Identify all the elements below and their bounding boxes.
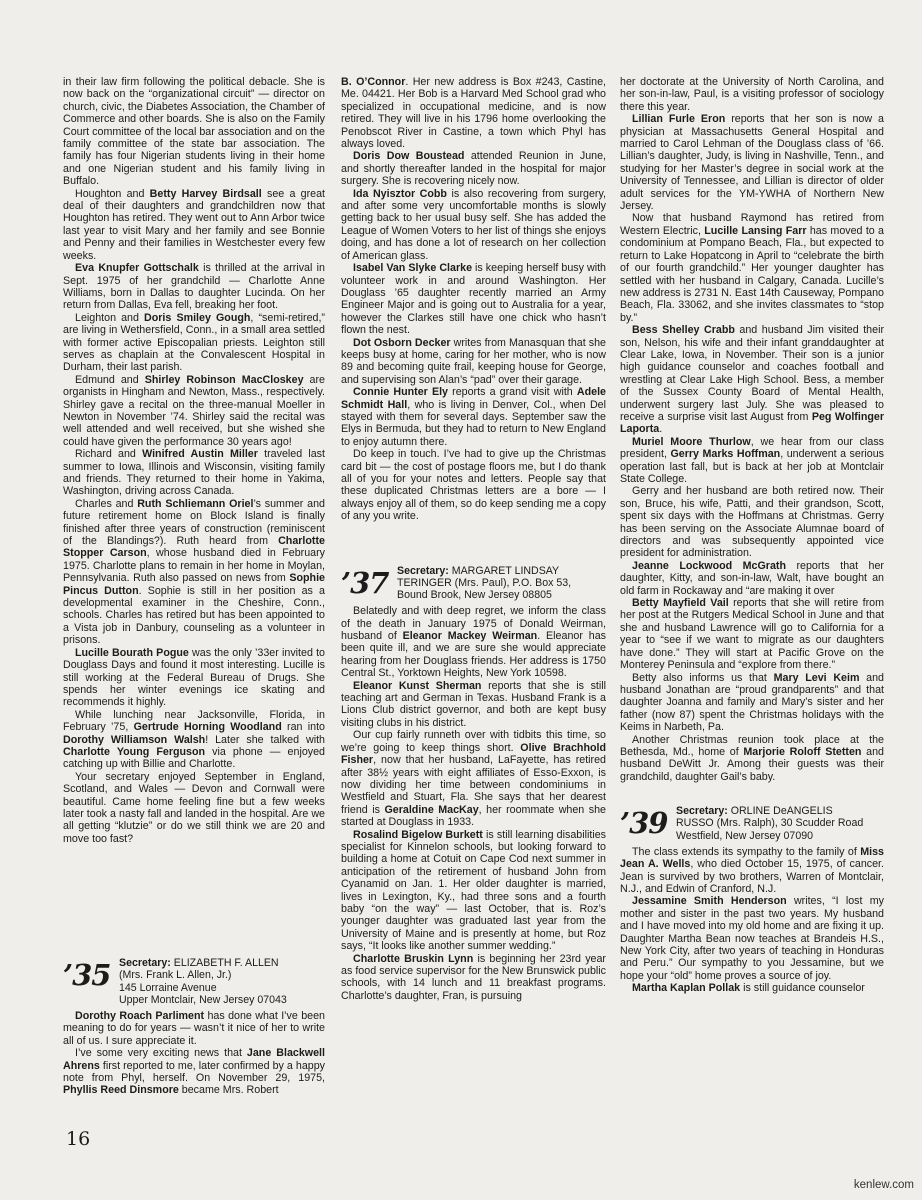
class-of-37-header bbox=[341, 565, 606, 602]
paragraph: Do keep in touch. I’ve had to give up the Christmas card bit — the cost of postage floors me, but I do thank all of you for your notes and letters. People say that these duplicated Christmas letters are a bore — I always enjoy all of them, so do keep sending me a copy of any you write. bbox=[341, 448, 606, 523]
class-year: ’35 bbox=[63, 958, 111, 993]
classmate-name: Gerry Marks Hoffman bbox=[670, 448, 781, 461]
paragraph: Gerry and her husband are both retired now. Their son, Bruce, his wife, Patti, and their grandson, Scott, spent six days with the Hoffmans at Christmas. Gerry has been serving on the Associate Alumnae board of directors and was subsequently appointed vice president for administration. bbox=[620, 485, 884, 560]
paragraph: Bess Shelley Crabb and husband Jim visited their son, Nelson, his wife and their infant granddaughter at Clear Lake, Iowa, in November. Their son is a junior high guidance counselor and coaches football and wrestling at Clear Lake High School. Bess, a member of the Sussex County Board of Mental Health, underwent surgery last July. She was pleased to receive a surprise visit last August from Peg Wolfinger Laporta. bbox=[620, 324, 885, 436]
paragraph: Jeanne Lockwood McGrath reports that her daughter, Kitty, and son-in-law, Walt, have bought an old farm in Rockaway and “are making it over bbox=[620, 559, 884, 597]
classmate-name: Adele Schmidt Hall bbox=[341, 386, 606, 411]
class-of-35-header bbox=[63, 957, 325, 1006]
secretary-info bbox=[119, 957, 287, 1006]
paragraph: Isabel Van Slyke Clarke is keeping herself busy with volunteer work in and around Washington. Her Douglass ’65 daughter recently married an Army Engineer Major and is going out to Australia for a year, however the Clarkes still have one chick who hasn’t flown the nest. bbox=[341, 262, 606, 337]
paragraph: While lunching near Jacksonville, Florida, in February ’75, Gertrude Horning Woodland ran into Dorothy Williamson Walsh! Later she talked with Charlotte Young Ferguson via phone — enjoyed catching up with Billie and Charlotte. bbox=[63, 708, 326, 771]
paragraph: Dot Osborn Decker writes from Manasquan that she keeps busy at home, caring for her mother, who is now 89 and becoming quite frail, keeping house for George, and supervising son Alan’s “pad” over their garage. bbox=[341, 336, 606, 386]
classmate-name: Dot Osborn Decker bbox=[353, 336, 451, 349]
secretary-label: Secretary: bbox=[119, 957, 174, 970]
classmate-name: Mary Levi Keim bbox=[773, 671, 860, 684]
paragraph: Our cup fairly runneth over with tidbits this time, so we’re going to keep things short. Olive Brachhold Fisher, now that her husband, LaFayette, has retired after 38½ years with eight affiliates of Esso-Exxon, is now dividing her time between condominiums in Westfield and Stuart, Fla. She says that her dearest friend is Geraldine MacKay, her roommate when she started at Douglass in 1933. bbox=[341, 729, 606, 829]
site-watermark: kenlew.com bbox=[853, 1179, 914, 1191]
classmate-name: Charlotte Bruskin Lynn bbox=[353, 952, 474, 965]
classmate-name: Eleanor Kunst Sherman bbox=[353, 679, 482, 692]
classmate-name: Jeanne Lockwood McGrath bbox=[632, 559, 786, 572]
paragraph: Houghton and Betty Harvey Birdsall see a great deal of their daughters and grandchildren now that Houghton has retired. They went out to Ann Arbor twice last year to visit Mary and her family and see Bonnie and Penny and their families in Westchester every few weeks. bbox=[63, 187, 325, 262]
classmate-name: Jane Blackwell Ahrens bbox=[63, 1047, 325, 1072]
column-2 bbox=[341, 76, 606, 1002]
classmate-name: Connie Hunter Ely bbox=[353, 386, 449, 399]
paragraph: Betty Mayfield Vail reports that she will retire from her post at the Rutgers Medical School in June and that she and husband Lawrence will go to California for a year to “see if we want to migrate as our daughters have done.” They will start at Pacific Grove on the Monterey Peninsula and “explore from there.” bbox=[620, 597, 885, 672]
paragraph: Another Christmas reunion took place at the Bethesda, Md., home of Marjorie Roloff Stetten and husband DeWitt Jr. Among their guests was their grandchild, daughter Gail’s baby. bbox=[620, 733, 884, 783]
classmate-name: Geraldine MacKay bbox=[384, 803, 479, 816]
classmate-name: Sophie Pincus Dutton bbox=[63, 572, 325, 597]
class-year: ’39 bbox=[620, 806, 668, 841]
classmate-name: Eleanor Mackey Weirman bbox=[402, 630, 538, 643]
column-1 bbox=[63, 76, 325, 1097]
classmate-name: Shirley Robinson MacCloskey bbox=[144, 373, 304, 386]
classmate-name: Ruth Schliemann Oriel bbox=[137, 497, 254, 510]
classmate-name: B. O’Connor bbox=[341, 76, 406, 88]
paragraph: her doctorate at the University of North Carolina, and her son-in-law, Paul, is a visiting professor of sociology there this year. bbox=[620, 76, 884, 113]
classmate-name: Isabel Van Slyke Clarke bbox=[353, 262, 473, 275]
secretary-name: ELIZABETH F. ALLEN bbox=[173, 957, 279, 970]
secretary-name: MARGARET LINDSAY bbox=[451, 564, 560, 577]
classmate-name: Lucille Bourath Pogue bbox=[75, 646, 189, 659]
secretary-address: Upper Montclair, New Jersey 07043 bbox=[119, 993, 287, 1006]
classmate-name: Winifred Austin Miller bbox=[142, 448, 258, 461]
paragraph: Leighton and Doris Smiley Gough, “semi-retired,” are living in Wethersfield, Conn., in a small area settled with former active Episcopalian priests. Leighton still serves as chaplain at the Convalescent Hospital in Durham, their last parish. bbox=[63, 311, 325, 374]
paragraph: Ida Nyisztor Cobb is also recovering from surgery, and after some very uncomfortable months is slowly getting back to her usual busy self. She has added the League of Women Voters to her list of things she enjoys doing, and has done a lot of research on her collection of American glass. bbox=[341, 187, 606, 262]
secretary-address: (Mrs. Frank L. Allen, Jr.) bbox=[119, 969, 232, 982]
classmate-name: Muriel Moore Thurlow bbox=[632, 435, 751, 448]
class-of-39-header bbox=[620, 805, 884, 842]
paragraph: B. O’Connor. Her new address is Box #243, Castine, Me. 04421. Her Bob is a Harvard Med School grad who specialized in occupational medicine, and is now retired. They will live in his 1796 home overlooking the Penobscot River in Castine, a town which Phyl has always loved. bbox=[341, 76, 606, 151]
secretary-address: Bound Brook, New Jersey 08805 bbox=[397, 589, 552, 602]
secretary-address: RUSSO (Mrs. Ralph), 30 Scudder Road bbox=[676, 817, 864, 830]
paragraph: Now that husband Raymond has retired from Western Electric, Lucille Lansing Farr has moved to a condominium at Pompano Beach, Fla., but expected to return to Lake Hopatcong in April to “celebrate the birth of our fourth grandchild.” Her younger daughter has settled with her husband in Calgary, Canada. Lucille’s new address is 2731 N. East 14th Causeway, Pompano Beach, Fla. 33062, and she invites classmates to “stop by.” bbox=[620, 212, 884, 324]
paragraph: Martha Kaplan Pollak is still guidance counselor bbox=[632, 982, 865, 995]
paragraph: Doris Dow Boustead attended Reunion in June, and shortly thereafter landed in the hospital for major surgery. She is recovering nicely now. bbox=[341, 150, 606, 188]
classmate-name: Betty Mayfield Vail bbox=[632, 597, 729, 610]
page-number: 16 bbox=[66, 1128, 91, 1150]
classmate-name: Doris Smiley Gough bbox=[144, 311, 251, 324]
classmate-name: Marjorie Roloff Stetten bbox=[743, 745, 862, 758]
paragraph: Charlotte Bruskin Lynn is beginning her 23rd year as food service supervisor for the New Brunswick public schools, with 14 lunch and 11 breakfast programs. Charlotte’s daughter, Fran, is pursuing bbox=[341, 952, 606, 1002]
secretary-label: Secretary: bbox=[397, 564, 452, 577]
classmate-name: Rosalind Bigelow Burkett bbox=[353, 828, 483, 841]
paragraph: The class extends its sympathy to the family of Miss Jean A. Wells, who died October 15, 1975, of cancer. Jean is survived by two brothers, Warren of Montclair, N.J., and Edwin of Cranford, N.J. bbox=[620, 845, 884, 895]
secretary-info bbox=[676, 805, 863, 842]
classmate-name: Eva Knupfer Gottschalk bbox=[75, 262, 199, 275]
paragraph: Edmund and Shirley Robinson MacCloskey are organists in Hingham and Newton, Mass., respectively. Shirley gave a recital on the three-manual Moeller in Newton in November ’74. Shirley said the recital was well attended and well received, but she wished she could have given the performance 30 years ago! bbox=[63, 373, 326, 448]
classmate-name: Martha Kaplan Pollak bbox=[632, 982, 741, 995]
paragraph: Rosalind Bigelow Burkett is still learning disabilities specialist for Kinnelon schools, but looking forward to building a home at Cotuit on Cape Cod next summer in anticipation of the retirement of husband John from Cyanamid on Jan. 1. Her older daughter is married, lives in Lexington, Ky., had three sons and a fourth baby “on the way” — last October, that is. Roz’s younger daughter was graduated last year from the University of Maine and is presently at home, but Roz says, “It looks like another summer wedding.” bbox=[341, 828, 606, 953]
classmate-name: Dorothy Roach Parliment bbox=[75, 1010, 205, 1022]
paragraph: Richard and Winifred Austin Miller traveled last summer to Iowa, Illinois and Wisconsin, visiting family and friends. They returned to their home in Yakima, Washington, driving across Canada. bbox=[63, 448, 325, 498]
classmate-name: Gertrude Horning Woodland bbox=[133, 721, 282, 734]
paragraph: Eva Knupfer Gottschalk is thrilled at the arrival in Sept. 1975 of her grandchild — Charlotte Anne Williams, born in Dallas to daughter Lucinda. On her return from Dallas, Eva fell, breaking her foot. bbox=[63, 262, 325, 312]
paragraph: Belatedly and with deep regret, we inform the class of the death in January 1975 of Donald Weirman, husband of Eleanor Mackey Weirman. Eleanor has been quite ill, and we are sure she would appreciate hearing from her Douglass friends. Her address is 1750 Central St., Yorktown Heights, New York 10598. bbox=[341, 605, 606, 680]
paragraph: in their law firm following the political debacle. She is now back on the “organizational circuit” — director on church, civic, the Diabetes Association, the Chamber of Commerce and other boards. She is also on the Family Court committee of the local bar association and on the family committee of the state bar association. The family has four Nigerian students living in their home and one Nigerian student and his family living in Buffalo. bbox=[63, 76, 325, 188]
classmate-name: Lillian Furle Eron bbox=[632, 113, 726, 126]
classmate-name: Jessamine Smith Henderson bbox=[632, 895, 787, 908]
classmate-name: Bess Shelley Crabb bbox=[632, 324, 735, 337]
paragraph: Charles and Ruth Schliemann Oriel’s summer and future retirement home on Block Island is finally finished after three years of construction (reminiscent of the Blandings?). Ruth heard from Charlotte Stopper Carson, whose husband died in February 1975. Charlotte plans to remain in her home in Moylan, Pennsylvania. Ruth also passed on news from Sophie Pincus Dutton. Sophie is still in her position as a developmental examiner in the Cheshire, Conn., schools. Charles has retired but has been appointed to a Vista job in Danbury, counseling as a volunteer in prisons. bbox=[63, 497, 325, 647]
secretary-address: TERINGER (Mrs. Paul), P.O. Box 53, bbox=[397, 576, 572, 589]
classmate-name: Lucille Lansing Farr bbox=[704, 224, 807, 237]
class-year: ’37 bbox=[341, 565, 389, 600]
secretary-name: ORLINE DeANGELIS bbox=[730, 805, 833, 818]
classmate-name: Phyllis Reed Dinsmore bbox=[63, 1084, 179, 1097]
classmate-name: Charlotte Young Ferguson bbox=[63, 745, 206, 758]
paragraph: Lucille Bourath Pogue was the only ’33er invited to Douglass Days and found it most interesting. Lucille is still working at the Federal Bureau of Drugs. She spends her winter evenings ice skating and recommends it highly. bbox=[63, 646, 325, 709]
classmate-name: Peg Wolfinger Laporta bbox=[620, 410, 884, 436]
paragraph: Dorothy Roach Parliment has done what I’ve been meaning to do for years — wasn’t it nice of her to write all of us. I sure appreciate it. bbox=[63, 1010, 325, 1047]
classmate-name: Betty Harvey Birdsall bbox=[149, 187, 262, 200]
classmate-name: Ida Nyisztor Cobb bbox=[353, 187, 447, 200]
paragraph: Muriel Moore Thurlow, we hear from our class president, Gerry Marks Hoffman, underwent a serious operation last fall, but is back at her job at Montclair State College. bbox=[620, 435, 885, 485]
paragraph: Jessamine Smith Henderson writes, “I lost my mother and sister in the past two years. My husband and I have moved into my old home and are fixing it up. Daughter Martha Bean now teaches at Brandeis H.S., New York City, after two years of teaching in Honduras and Peru.” Our sympathy to you Jessamine, but we hope your “old” home proves a source of joy. bbox=[620, 895, 884, 982]
secretary-address: Westfield, New Jersey 07090 bbox=[676, 829, 813, 842]
classmate-name: Olive Brachhold Fisher bbox=[341, 741, 606, 767]
secretary-label: Secretary: bbox=[676, 805, 731, 818]
paragraph: Eleanor Kunst Sherman reports that she is still teaching art and German in Texas. Husband Frank is a Lions Club district governor, and both are kept busy visiting clubs in his district. bbox=[341, 679, 607, 729]
secretary-info bbox=[397, 565, 571, 602]
secretary-address: 145 Lorraine Avenue bbox=[119, 981, 217, 994]
classmate-name: Doris Dow Boustead bbox=[353, 150, 465, 163]
classmate-name: Dorothy Williamson Walsh bbox=[63, 733, 206, 746]
paragraph: I’ve some very exciting news that Jane Blackwell Ahrens first reported to me, later confirmed by a happy note from Phyl, herself. On November 29, 1975, Phyllis Reed Dinsmore became Mrs. Robert bbox=[63, 1047, 325, 1097]
column-3 bbox=[620, 76, 884, 995]
paragraph: Betty also informs us that Mary Levi Keim and husband Jonathan are “proud grandparents” and that daughter Joanna and family and Mary’s sister and her father (now 87) spent the Christmas holidays with the Keims in Narbeth, Pa. bbox=[620, 671, 884, 734]
paragraph: Lillian Furle Eron reports that her son is now a physician at Massachusetts General Hospital and married to Carol Lehman of the Douglass class of ’66. Lillian’s daughter, Judy, is living in Nashville, Tenn., and studying for her Master’s degree in social work at the University of Tennessee, and Lillian is director of older adult services for the YM-YWHA of Northern New Jersey. bbox=[620, 113, 884, 213]
classmate-name: Miss Jean A. Wells bbox=[620, 845, 884, 871]
paragraph: Connie Hunter Ely reports a grand visit with Adele Schmidt Hall, who is living in Denver, Col., when Del stayed with them for several days. September saw the Elys in Bermuda, but they had to return to New England to enjoy autumn there. bbox=[341, 386, 606, 448]
classmate-name: Charlotte Stopper Carson bbox=[63, 535, 325, 560]
paragraph: Your secretary enjoyed September in England, Scotland, and Wales — Devon and Cornwall were beautiful. Came home feeling fine but a few weeks later took a nasty fall and landed in the hospital. Are we all getting “klutzie” or do we still think we are 20 and move too fast? bbox=[63, 770, 325, 845]
